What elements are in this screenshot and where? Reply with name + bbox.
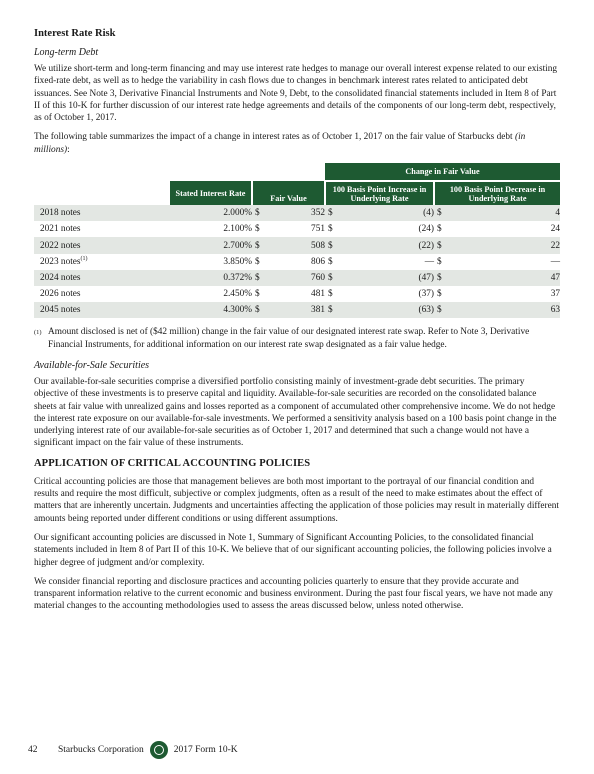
row-label: [34, 221, 170, 237]
fv-currency: $: [252, 205, 265, 221]
inc-currency: $: [328, 256, 333, 267]
row-label-text: 2045 notes: [40, 305, 81, 316]
decrease-value: 24: [550, 224, 560, 235]
decrease-value: 47: [447, 270, 560, 286]
fair-value: 381: [265, 302, 325, 318]
row-label: [34, 270, 170, 286]
dec-currency: $: [437, 224, 442, 235]
table-row: [34, 237, 560, 253]
decrease-value: 37: [550, 289, 560, 300]
subsection-long-term-debt: Long-term Debt: [34, 47, 99, 58]
table-row: [34, 254, 560, 270]
inc-currency: $: [325, 205, 338, 221]
inc-currency: $: [328, 224, 333, 235]
table-row: [34, 221, 560, 237]
paragraph-reporting-practices: We consider financial reporting and disclosure practices and accounting policies quarterly to ensure that they provide accurate and transparent information relative to the current economic and business environment. During the past four fiscal years, we have not made any material changes to the accounting methodologies used to assess the areas discussed below, unless noted otherwise.: [34, 576, 553, 612]
fv-currency: $: [255, 289, 260, 300]
fv-currency: $: [255, 256, 260, 267]
decrease-value: —: [550, 256, 560, 267]
table-intro-units: (in millions): [34, 132, 526, 155]
change-in-fair-value-header: Change in Fair Value: [325, 163, 560, 181]
rate-value: 2.000%: [170, 205, 252, 221]
col-header-decrease: 100 Basis Point Decrease in Underlying Rate: [434, 181, 560, 205]
increase-value: (63): [338, 302, 434, 318]
row-label: [34, 254, 170, 270]
fv-currency: $: [255, 224, 260, 235]
row-label-text: 2018 notes: [40, 208, 81, 219]
row-label: [34, 237, 170, 253]
starbucks-logo-icon: [150, 741, 168, 759]
inc-currency: $: [328, 289, 333, 300]
dec-currency: $: [437, 289, 442, 300]
fv-currency: $: [252, 302, 265, 318]
dec-currency: $: [434, 302, 447, 318]
inc-currency: $: [325, 270, 338, 286]
footnote-text: Amount disclosed is net of ($42 million) change in the fair value of our designated interest rate swap. Refer to Note 3, Derivative Financial Instruments, for additional information on our interest rate swap designated as a fair value hedge.: [48, 327, 530, 350]
rate-value: 3.850%: [223, 256, 252, 267]
col-header-increase: 100 Basis Point Increase in Underlying Rate: [325, 181, 434, 205]
fair-value: 481: [311, 289, 325, 300]
critical-policies-title: APPLICATION OF CRITICAL ACCOUNTING POLICIES: [34, 457, 311, 469]
paragraph-debt-intro: We utilize short-term and long-term financing and may use interest rate hedges to manage our overall interest expense related to our existing fixed-rate debt, as well as to hedge the variability in cash flows due to changes in benchmark interest rates related to anticipated debt issuances. See Note 3, Derivative Financial Instruments and Note 9, Debt, to the consolidated financial statements included in Item 8 of Part II of this 10-K for further discussion of our interest rate hedge agreements and details of the components of our long-term debt, respectively, as of October 1, 2017.: [34, 64, 558, 124]
decrease-value: 63: [447, 302, 560, 318]
fair-value: 508: [265, 237, 325, 253]
row-label: [34, 286, 170, 302]
col-header-stated-rate: Stated Interest Rate: [170, 181, 252, 205]
table-intro-text: The following table summarizes the impact of a change in interest rates as of October 1, 2017 on the fair value of Starbucks debt: [34, 132, 515, 143]
dec-currency: $: [434, 205, 447, 221]
decrease-value: 22: [447, 237, 560, 253]
increase-value: (4): [338, 205, 434, 221]
document-page: [34, 28, 560, 620]
subsection-available-for-sale: Available-for-Sale Securities: [34, 359, 150, 371]
table-row: [34, 302, 560, 318]
inc-currency: $: [325, 237, 338, 253]
fair-value: 352: [265, 205, 325, 221]
table-row: [34, 270, 560, 286]
footer-form: 2017 Form 10-K: [173, 745, 238, 755]
paragraph-significant-policies: Our significant accounting policies are discussed in Note 1, Summary of Significant Accounting Policies, to the consolidated financial statements included in Item 8 of Part II of this 10-K. We believe that of our significant accounting policies, the following policies involve a higher degree of judgment and/or complexity.: [34, 532, 552, 568]
rate-value: 0.372%: [170, 270, 252, 286]
rate-value: 2.100%: [223, 224, 252, 235]
increase-value: —: [424, 256, 434, 267]
section-title: Interest Rate Risk: [34, 28, 116, 39]
increase-value: (22): [338, 237, 434, 253]
interest-rate-table: [34, 163, 560, 318]
col-header-fair-value: Fair Value: [252, 181, 325, 205]
rate-value: 2.700%: [170, 237, 252, 253]
row-label-text: 2026 notes: [40, 289, 81, 300]
increase-value: (24): [418, 224, 434, 235]
row-label: [34, 205, 170, 221]
dec-currency: $: [434, 237, 447, 253]
fair-value: 751: [311, 224, 325, 235]
footnote-mark: (1): [34, 329, 42, 337]
row-label-text: 2022 notes: [40, 240, 81, 251]
footer-company: Starbucks Corporation: [58, 745, 144, 755]
decrease-value: 4: [447, 205, 560, 221]
row-label-text: 2024 notes: [40, 272, 81, 283]
fv-currency: $: [252, 237, 265, 253]
fv-currency: $: [252, 270, 265, 286]
paragraph-table-intro: [34, 131, 560, 156]
row-label-text: 2021 notes: [40, 224, 81, 235]
fair-value: 806: [311, 256, 325, 267]
page-footer: [28, 740, 568, 760]
page-number: 42: [28, 745, 38, 755]
table-footnote: [34, 326, 560, 351]
footnote-ref: (1): [80, 256, 88, 263]
paragraph-afs-securities: Our available-for-sale securities comprise a diversified portfolio consisting mainly of investment-grade debt securities. The primary objective of these investments is to preserve capital and liquidity. Available-for-sale securities are recorded on the consolidated balance sheets at fair value with unrealized gains and losses reported as a component of accumulated other comprehensive income. We do not hedge the interest rate exposure on our available-for-sale investments. We performed a sensitivity analysis based on a 100 basis point change in the underlying interest rate of our available-for-sale securities as of October 1, 2017 and determined that such a change would not have a significant impact on the fair value of these instruments.: [34, 376, 557, 449]
inc-currency: $: [325, 302, 338, 318]
row-label-text: 2023 notes: [40, 257, 81, 268]
increase-value: (47): [338, 270, 434, 286]
paragraph-critical-policies: Critical accounting policies are those that management believes are both most important to the portrayal of our financial condition and results and require the most difficult, subjective or complex judgments, often as a result of the need to make estimates about the effect of matters that are inherently uncertain. Judgments and uncertainties affecting the application of those policies may result in materially different amounts being reported under different conditions or using different assumptions.: [34, 476, 560, 524]
table-row: [34, 286, 560, 302]
rate-value: 2.450%: [223, 289, 252, 300]
rate-value: 4.300%: [170, 302, 252, 318]
table-intro-colon: :: [67, 144, 70, 155]
increase-value: (37): [418, 289, 434, 300]
dec-currency: $: [437, 256, 442, 267]
fair-value: 760: [265, 270, 325, 286]
row-label: [34, 302, 170, 318]
dec-currency: $: [434, 270, 447, 286]
table-row: [34, 205, 560, 221]
